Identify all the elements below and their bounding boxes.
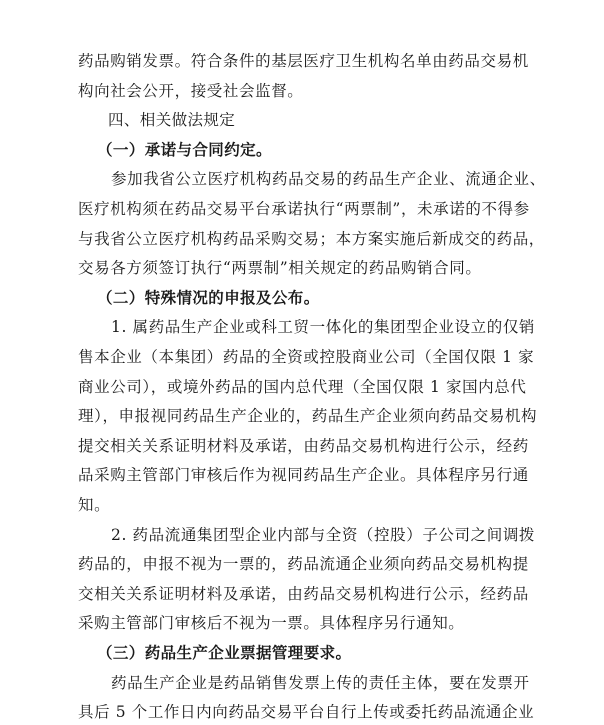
subsection-heading: （三）药品生产企业票据管理要求。 xyxy=(97,644,352,662)
text-line: 药品的，申报不视为一票的，药品流通企业须向药品交易机构提 xyxy=(78,555,529,573)
text-line: 商业公司），或境外药品的国内总代理（全国仅限 1 家国内总代 xyxy=(78,378,527,396)
text-line: 药品生产企业是药品销售发票上传的责任主体，要在发票开 xyxy=(111,674,530,692)
text-line: 品采购主管部门审核后作为视同药品生产企业。具体程序另行通 xyxy=(78,466,529,484)
text-line: 提交相关关系证明材料及承诺，由药品交易机构进行公示，经药 xyxy=(78,437,529,455)
subsection-heading: （二）特殊情况的申报及公布。 xyxy=(97,289,320,307)
text-line: 医疗机构须在药品交易平台承诺执行“两票制”，未承诺的不得参 xyxy=(78,200,530,218)
text-line: 2. 药品流通集团型企业内部与全资（控股）子公司之间调拨 xyxy=(111,526,536,544)
text-line: 具后 5 个工作日内向药品交易平台自行上传或委托药品流通企业 xyxy=(78,703,535,721)
text-line: 参加我省公立医疗机构药品交易的药品生产企业、流通企业、 xyxy=(111,170,546,188)
text-line: 药品购销发票。符合条件的基层医疗卫生机构名单由药品交易机 xyxy=(78,52,529,70)
text-line: 构向社会公开，接受社会监督。 xyxy=(78,82,304,100)
text-line: 交易各方须签订执行“两票制”相关规定的药品购销合同。 xyxy=(78,259,482,277)
section-heading: 四、相关做法规定 xyxy=(108,111,236,129)
text-line: 交相关关系证明材料及承诺，由药品交易机构进行公示，经药品 xyxy=(78,585,529,603)
text-line: 采购主管部门审核后不视为一票。具体程序另行通知。 xyxy=(78,614,465,632)
text-line: 理），申报视同药品生产企业的，药品生产企业须向药品交易机构 xyxy=(78,407,538,425)
text-line: 与我省公立医疗机构药品采购交易；本方案实施后新成交的药品， xyxy=(78,230,545,248)
text-line: 售本企业（本集团）药品的全资或控股商业公司（全国仅限 1 家 xyxy=(78,348,535,366)
subsection-heading: （一）承诺与合同约定。 xyxy=(97,141,272,159)
text-line: 1. 属药品生产企业或科工贸一体化的集团型企业设立的仅销 xyxy=(111,318,536,336)
text-line: 知。 xyxy=(78,496,111,514)
